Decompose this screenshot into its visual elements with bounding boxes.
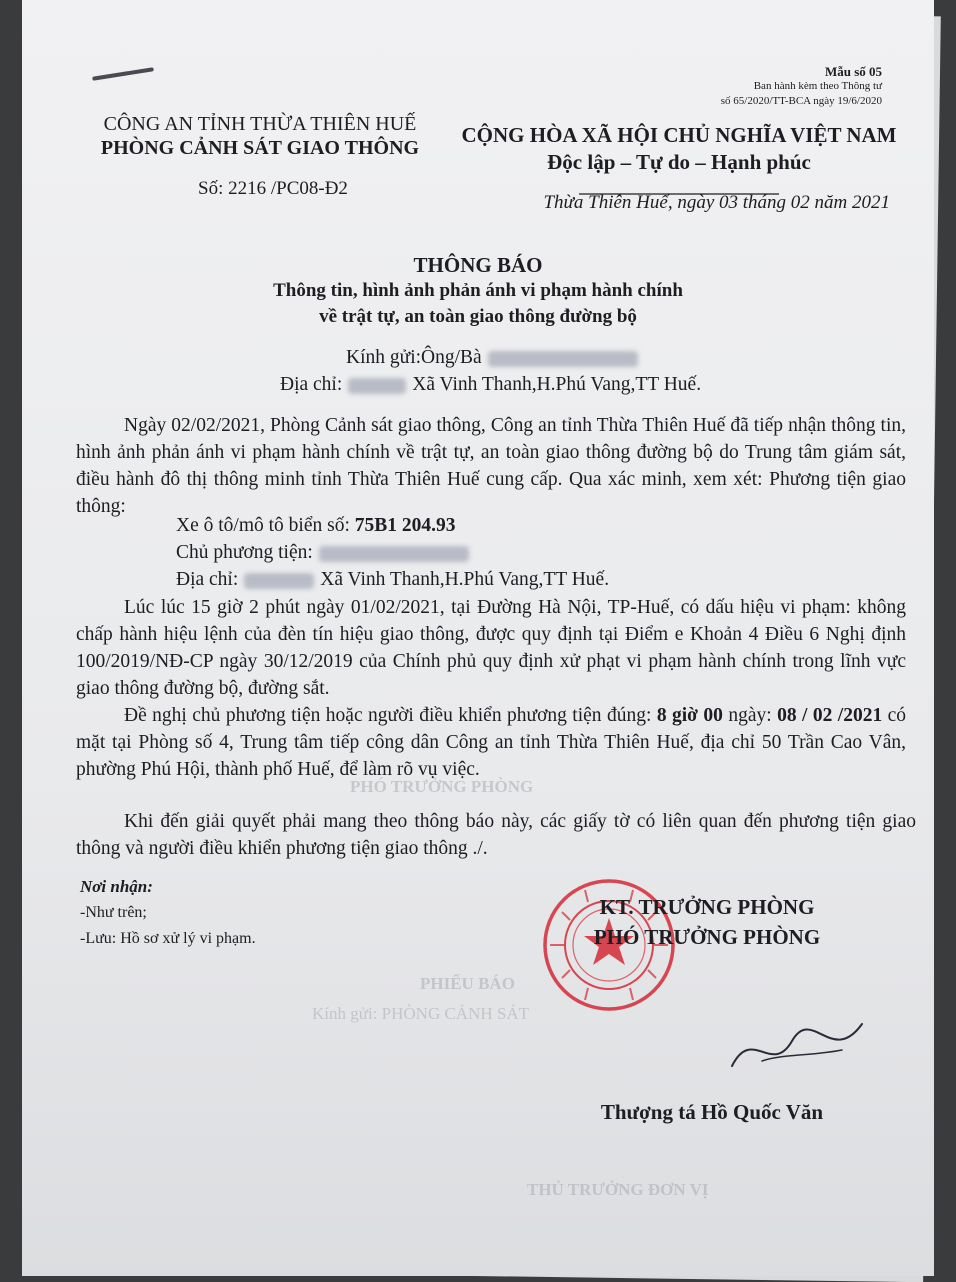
- summons-day-label: ngày:: [728, 705, 772, 726]
- vehicle-details: [76, 512, 906, 593]
- redacted-address: [348, 378, 406, 394]
- receiver-item: -Lưu: Hồ sơ xử lý vi phạm.: [80, 930, 256, 947]
- agency-department: PHÒNG CẢNH SÁT GIAO THÔNG: [100, 137, 420, 159]
- reference-label: Số:: [198, 178, 224, 199]
- nation-motto: Độc lập – Tự do – Hạnh phúc: [547, 150, 811, 174]
- bleed-text-addressee: Kính gửi: PHÒNG CẢNH SÁT: [312, 1004, 530, 1023]
- receiver-item: -Như trên;: [80, 904, 147, 921]
- pen-mark: [92, 67, 154, 81]
- signature-title-2: PHÓ TRƯỞNG PHÒNG: [593, 925, 821, 949]
- owner-address-line: [176, 566, 906, 593]
- recipient-block: [76, 344, 906, 398]
- form-issued-with: Ban hành kèm theo Thông tư: [753, 80, 882, 92]
- summons-text-b: có mặt tại Phòng số 4, Trung tâm tiếp công dân Công an tỉnh Thừa Thiên Huế, địa chỉ 50 Trần Cao Vân, phường Phú Hội, thành phố Huế, để làm rõ vụ việc.: [76, 705, 907, 780]
- notice-title: [22, 252, 934, 330]
- redacted-name: [488, 351, 638, 367]
- recipient-line: [76, 344, 906, 371]
- recipient-address-line: [76, 371, 906, 398]
- date-line: Thừa Thiên Huế, ngày 03 tháng 02 năm 2021: [543, 192, 890, 213]
- summons-time: 8 giờ 00: [656, 705, 723, 726]
- summons-date: 08 / 02 /2021: [777, 705, 883, 726]
- notice-title-main: THÔNG BÁO: [413, 253, 543, 277]
- signature-title-1: KT. TRƯỞNG PHÒNG: [599, 895, 815, 919]
- bleed-text-deputy: PHÓ TRƯỞNG PHÒNG: [350, 777, 534, 796]
- owner-address-label: Địa chỉ:: [176, 569, 239, 590]
- receivers-heading: Nơi nhận:: [80, 877, 153, 896]
- recipient-address-label: Địa chỉ:: [280, 374, 343, 395]
- redacted-owner: [319, 546, 469, 562]
- handwritten-signature: [722, 1006, 872, 1086]
- plate-number: 75B1 204.93: [354, 515, 456, 536]
- form-number: Mẫu số 05: [824, 64, 882, 79]
- bleed-text-unit-head: THỦ TRƯỞNG ĐƠN VỊ: [527, 1180, 709, 1199]
- national-header: [454, 122, 904, 203]
- form-number-block: [721, 64, 882, 109]
- redacted-owner-address: [244, 573, 314, 589]
- recipient-label: Kính gửi:Ông/Bà: [346, 347, 482, 368]
- paragraph-violation: Lúc lúc 15 giờ 2 phút ngày 01/02/2021, tại Đường Hà Nội, TP-Huế, có dấu hiệu vi phạm: không chấp hành hiệu lệnh của đèn tín hiệu giao thông, được quy định tại Điểm e Khoản 4 Điều 6 Nghị định 100/2019/NĐ-CP ngày 30/12/2019 của Chính phủ quy định xử phạt vi phạm hành chính trong lĩnh vực giao thông đường bộ, đường sắt.: [76, 597, 906, 699]
- document-page: [22, 0, 934, 1276]
- reference-value: 2216 /PC08-Đ2: [228, 178, 348, 199]
- agency-parent: CÔNG AN TỈNH THỪA THIÊN HUẾ: [103, 113, 417, 135]
- notice-subtitle-2: về trật tự, an toàn giao thông đường bộ: [319, 306, 637, 327]
- form-circular: số 65/2020/TT-BCA ngày 19/6/2020: [720, 95, 882, 107]
- paragraph-summons: [76, 702, 906, 783]
- agency-header: [80, 112, 440, 160]
- owner-address: Xã Vinh Thanh,H.Phú Vang,TT Huế.: [320, 569, 610, 590]
- summons-text-a: Đề nghị chủ phương tiện hoặc người điều khiển phương tiện đúng:: [124, 705, 652, 726]
- owner-line: [176, 539, 906, 566]
- notice-subtitle-1: Thông tin, hình ảnh phản ánh vi phạm hành chính: [273, 280, 683, 301]
- reference-number: [198, 178, 348, 200]
- plate-line: [176, 512, 906, 539]
- nation-name: CỘNG HÒA XÃ HỘI CHỦ NGHĨA VIỆT NAM: [461, 123, 897, 147]
- recipient-address: Xã Vinh Thanh,H.Phú Vang,TT Huế.: [412, 374, 702, 395]
- paragraph-received: Ngày 02/02/2021, Phòng Cảnh sát giao thông, Công an tỉnh Thừa Thiên Huế đã tiếp nhận thông tin, hình ảnh phản ánh vi phạm hành chính về trật tự, an toàn giao thông đường bộ do Trung tâm giám sát, điều hành đô thị thông minh tỉnh Thừa Thiên Huế cung cấp. Qua xác minh, xem xét: Phương tiện giao thông:: [76, 415, 906, 517]
- owner-label: Chủ phương tiện:: [176, 542, 313, 563]
- plate-label: Xe ô tô/mô tô biển số:: [176, 515, 350, 536]
- bleed-text-form-title: PHIẾU BÁO: [420, 974, 515, 993]
- signature-block: [542, 892, 872, 952]
- receivers-block: [80, 874, 256, 952]
- signer-name: Thượng tá Hồ Quốc Văn: [600, 1100, 824, 1124]
- paragraph-bring-documents: Khi đến giải quyết phải mang theo thông báo này, các giấy tờ có liên quan đến phương tiện giao thông và người điều khiển phương tiện giao thông ./.: [76, 811, 916, 859]
